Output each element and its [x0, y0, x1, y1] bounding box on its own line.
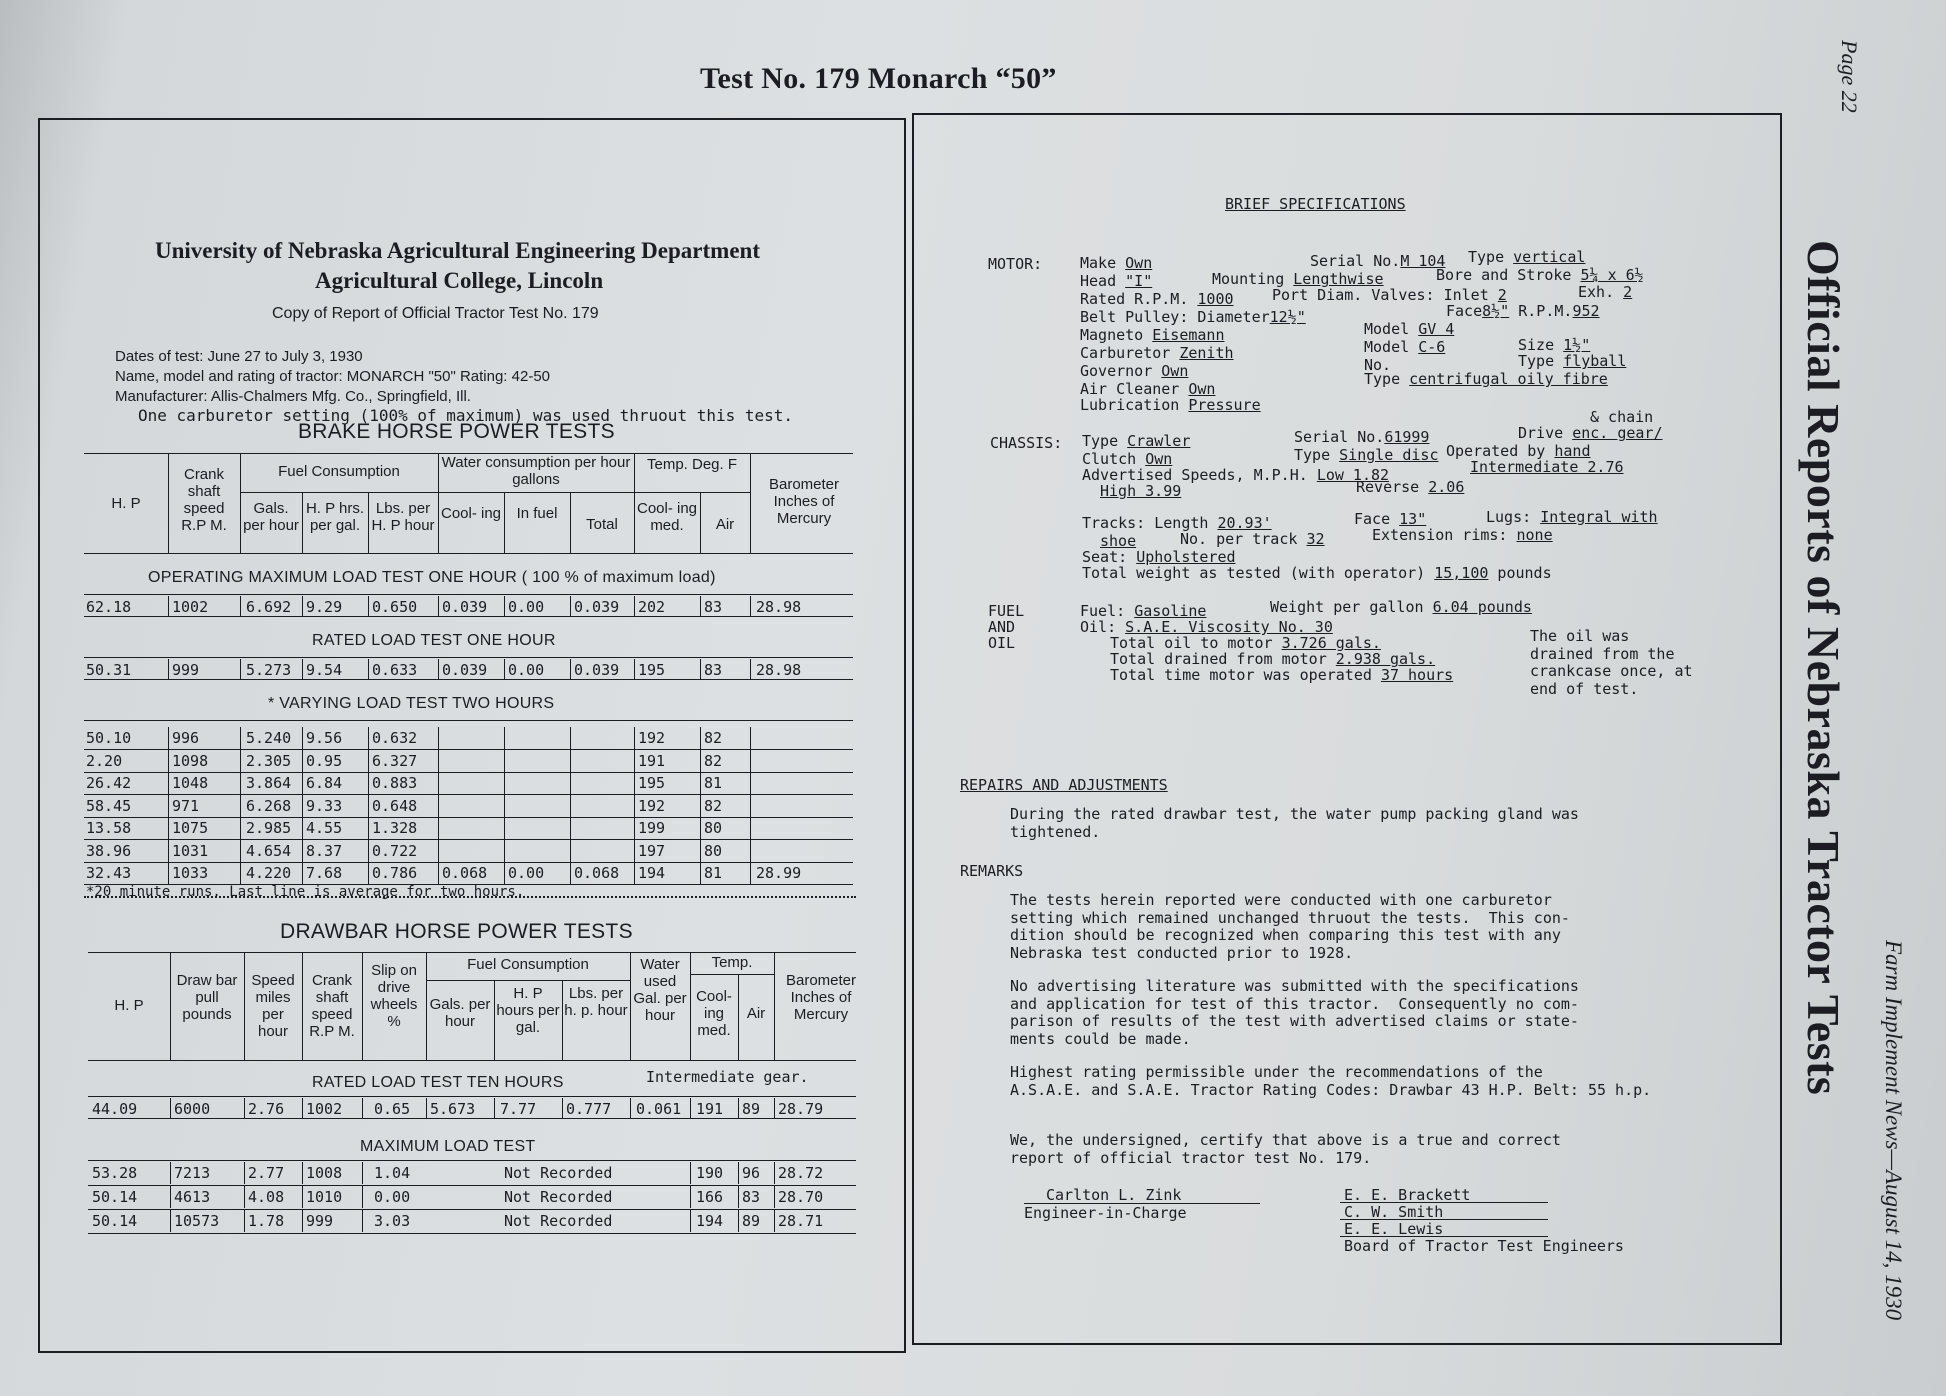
db-rated-cell-5: 5.673 — [430, 1100, 476, 1118]
magneto-label: Magneto — [1080, 326, 1144, 344]
head-value: "I" — [1125, 272, 1153, 290]
varying-row-6-cell-7: 0.068 — [574, 864, 620, 882]
db-rated-cell-4: 0.65 — [374, 1100, 411, 1118]
varying-load-title: * VARYING LOAD TEST TWO HOURS — [268, 695, 555, 712]
side-title: Official Reports of Nebraska Tractor Tests — [1798, 240, 1849, 1096]
manufacturer-line: Manufacturer: Allis-Chalmers Mfg. Co., Springfield, Ill. — [115, 388, 471, 405]
varying-row-1-cell-0: 2.20 — [86, 751, 123, 770]
total-drained-value: 2.938 gals. — [1335, 650, 1436, 668]
varying-row-1-cell-1: 1098 — [172, 751, 209, 770]
db-max-row-0-cell-4: 1.04 — [374, 1164, 411, 1182]
rated-cell-9: 83 — [704, 661, 723, 679]
bore-label: Bore and Stroke — [1436, 266, 1572, 284]
db-max-row-2-cell-6: 194 — [696, 1212, 724, 1230]
make-value: Own — [1125, 254, 1153, 272]
col-gals-per-hour: Gals. per hour — [243, 500, 299, 534]
op-cell-0: 62.18 — [86, 598, 132, 616]
varying-row-5-cell-8: 197 — [638, 841, 666, 860]
rated-cell-7: 0.039 — [574, 661, 620, 679]
per-track-value: 32 — [1306, 530, 1325, 548]
db-max-row-0-cell-3: 1008 — [306, 1164, 343, 1182]
carburetor-value: Zenith — [1179, 344, 1234, 362]
signature-2-title: Board of Tractor Test Engineers — [1344, 1237, 1624, 1255]
db-max-row-1-cell-3: 1010 — [306, 1188, 343, 1206]
total-oil-label: Total oil to motor — [1110, 634, 1273, 652]
college-heading: Agricultural College, Lincoln — [315, 268, 604, 293]
seat-value: Upholstered — [1136, 548, 1236, 566]
speed-low-value: Low 1.82 — [1316, 466, 1390, 484]
varying-row-0-cell-3: 9.56 — [306, 729, 343, 747]
port-diam-label: Port Diam. Valves: Inlet — [1272, 286, 1489, 304]
varying-row-2-cell-1: 1048 — [172, 774, 209, 792]
per-track-label: No. per track — [1180, 530, 1298, 548]
tracks-face-label: Face — [1354, 510, 1391, 528]
db-max-row-1-cell-6: 166 — [696, 1188, 724, 1206]
chassis-serial-value: 61999 — [1384, 428, 1430, 446]
carb-size-value: 1½" — [1563, 336, 1591, 354]
db-max-row-1-cell-7: 83 — [742, 1188, 761, 1206]
carb-model-value: C-6 — [1418, 338, 1446, 356]
db-rated-cell-0: 44.09 — [92, 1100, 138, 1118]
db-col-temp: Temp. — [711, 954, 753, 971]
db-max-row-0-cell-6: 190 — [696, 1164, 724, 1182]
db-max-title: MAXIMUM LOAD TEST — [360, 1138, 536, 1155]
magneto-value: Eisemann — [1152, 326, 1225, 344]
db-max-row-1-cell-4: 0.00 — [374, 1188, 411, 1206]
clutch-type-value: Single disc — [1339, 446, 1439, 464]
varying-row-4-cell-8: 199 — [638, 819, 666, 837]
magneto-model-label: Model — [1364, 320, 1410, 338]
motor-type-value: vertical — [1513, 248, 1586, 266]
varying-footnote: *20 minute runs. Last line is average for two hours. — [86, 884, 525, 900]
rated-load-title: RATED LOAD TEST ONE HOUR — [312, 632, 556, 649]
rated-rpm-label: Rated R.P.M. — [1080, 290, 1189, 308]
op-cell-2: 6.692 — [246, 598, 292, 616]
total-time-label: Total time motor was operated — [1110, 666, 1372, 684]
speed-intermediate-value: Intermediate 2.76 — [1470, 458, 1624, 476]
university-heading: University of Nebraska Agricultural Engineering Department — [155, 238, 760, 263]
varying-row-0-cell-8: 192 — [638, 729, 666, 747]
varying-row-5-cell-9: 80 — [704, 841, 723, 860]
col-temp-cooling: Cool- ing med. — [636, 500, 698, 534]
signature-2-name-1: E. E. Brackett — [1344, 1186, 1471, 1204]
db-col-pull: Draw bar pull pounds — [176, 972, 238, 1023]
lugs-shoe-value: shoe — [1100, 532, 1137, 550]
varying-row-1-cell-4: 6.327 — [372, 751, 418, 770]
varying-row-6-cell-1: 1033 — [172, 864, 209, 882]
extension-rims-label: Extension rims: — [1372, 526, 1508, 544]
serial-label: Serial No. — [1310, 252, 1401, 270]
oil-label: Oil: — [1080, 618, 1117, 636]
rated-cell-0: 50.31 — [86, 661, 132, 679]
varying-row-6-cell-2: 4.220 — [246, 864, 292, 882]
rated-cell-3: 9.54 — [306, 661, 343, 679]
side-footer: Farm Implement News—August 14, 1930 — [1881, 940, 1906, 1321]
total-weight-label: Total weight as tested (with operator) — [1082, 564, 1426, 582]
mounting-value: Lengthwise — [1293, 270, 1384, 288]
varying-row-2-cell-2: 3.864 — [246, 774, 292, 792]
carb-model-label: Model — [1364, 338, 1410, 356]
db-col-speed: Speed miles per hour — [251, 972, 295, 1040]
magneto-model-value: GV 4 — [1418, 320, 1455, 338]
rated-cell-2: 5.273 — [246, 661, 292, 679]
db-rated-cell-8: 0.061 — [636, 1100, 682, 1118]
db-rated-cell-11: 28.79 — [778, 1100, 824, 1118]
varying-row-0-cell-1: 996 — [172, 729, 200, 747]
varying-row-3-cell-9: 82 — [704, 796, 723, 815]
varying-row-3-cell-2: 6.268 — [246, 796, 292, 815]
make-label: Make — [1080, 254, 1117, 272]
rated-cell-5: 0.039 — [442, 661, 488, 679]
db-rated-title: RATED LOAD TEST TEN HOURS — [312, 1074, 564, 1091]
op-cell-9: 83 — [704, 598, 723, 616]
air-cleaner-value: Own — [1188, 380, 1216, 398]
db-rated-cell-10: 89 — [742, 1100, 761, 1118]
exh-label: Exh. — [1578, 283, 1615, 301]
operated-by-value: hand — [1554, 442, 1591, 460]
db-rated-gear: Intermediate gear. — [646, 1068, 809, 1086]
page-title: Test No. 179 Monarch “50” — [700, 62, 1057, 95]
varying-row-6-cell-3: 7.68 — [306, 864, 343, 882]
rated-cell-10: 28.98 — [756, 661, 802, 679]
col-barometer: Barometer Inches of Mercury — [768, 476, 840, 527]
db-max-row-2-cell-0: 50.14 — [92, 1212, 138, 1230]
varying-row-1-cell-8: 191 — [638, 751, 666, 770]
db-col-hp: H. P — [114, 997, 144, 1014]
col-fuel-consumption: Fuel Consumption — [278, 463, 400, 480]
motor-type-label: Type — [1468, 248, 1505, 266]
varying-row-2-cell-0: 26.42 — [86, 774, 132, 792]
col-temp: Temp. Deg. F — [646, 456, 738, 473]
varying-row-3-cell-4: 0.648 — [372, 796, 418, 815]
rated-cell-1: 999 — [172, 661, 200, 679]
fuel-type-value: Gasoline — [1134, 602, 1207, 620]
lugs-label: Lugs: — [1486, 508, 1532, 526]
governor-value: Own — [1161, 362, 1189, 380]
varying-row-6-cell-8: 194 — [638, 864, 666, 882]
exh-value: 2 — [1623, 283, 1633, 301]
varying-row-2-cell-4: 0.883 — [372, 774, 418, 792]
db-max-row-0-cell-8: 28.72 — [778, 1164, 824, 1182]
repairs-text: During the rated drawbar test, the water pump packing gland was tightened. — [1010, 805, 1579, 841]
air-cleaner-label: Air Cleaner — [1080, 380, 1180, 398]
signature-2-name-2: C. W. Smith — [1344, 1203, 1444, 1221]
copy-of-report-line: Copy of Report of Official Tractor Test No. 179 — [272, 305, 599, 322]
chassis-label: CHASSIS: — [990, 434, 1063, 452]
varying-row-4-cell-4: 1.328 — [372, 819, 418, 837]
op-cell-3: 9.29 — [306, 598, 343, 616]
governor-no-label: No. — [1364, 356, 1392, 374]
chassis-type-value: Crawler — [1127, 432, 1191, 450]
air-type-label: Type — [1364, 370, 1401, 388]
drive-label: Drive — [1518, 424, 1564, 442]
col-water-total: Total — [586, 516, 618, 533]
db-rated-cell-7: 0.777 — [566, 1100, 612, 1118]
col-temp-air: Air — [715, 516, 735, 533]
op-cell-6: 0.00 — [508, 598, 545, 616]
varying-row-4-cell-1: 1075 — [172, 819, 209, 837]
db-max-row-1-cell-5: Not Recorded — [504, 1188, 613, 1206]
lubrication-value: Pressure — [1188, 396, 1261, 414]
varying-row-2-cell-8: 195 — [638, 774, 666, 792]
db-max-row-2-cell-7: 89 — [742, 1212, 761, 1230]
serial-value: M 104 — [1400, 252, 1446, 270]
pulley-face-label: Face — [1446, 302, 1483, 320]
db-max-row-2-cell-5: Not Recorded — [504, 1212, 613, 1230]
bore-value: 5¼ x 6½ — [1580, 266, 1644, 284]
speed-high-value: High 3.99 — [1100, 482, 1182, 500]
db-col-slip: Slip on drive wheels % — [370, 962, 418, 1030]
varying-row-5-cell-1: 1031 — [172, 841, 209, 860]
fuel-label-3: OIL — [988, 634, 1016, 652]
op-cell-8: 202 — [638, 598, 666, 616]
remarks-para-2: No advertising literature was submitted with the specifications and application for test of this tractor. Consequently no com- parison of results of the test with advertised claims or state- ments could be made. — [1010, 977, 1579, 1048]
db-max-row-2-cell-4: 3.03 — [374, 1212, 411, 1230]
db-max-row-2-cell-3: 999 — [306, 1212, 334, 1230]
db-max-row-2-cell-2: 1.78 — [248, 1212, 285, 1230]
op-cell-7: 0.039 — [574, 598, 620, 616]
rated-cell-6: 0.00 — [508, 661, 545, 679]
lubrication-label: Lubrication — [1080, 396, 1180, 414]
pulley-rpm-label: R.P.M. — [1518, 302, 1573, 320]
db-max-row-2-cell-1: 10573 — [174, 1212, 220, 1230]
remarks-para-1: The tests herein reported were conducted with one carburetor setting which remained unchanged thruout the tests. This con- dition should be recognized when comparing this test with any Nebraska test conducted prior to 1928. — [1010, 891, 1570, 962]
varying-row-4-cell-9: 80 — [704, 819, 723, 837]
weight-per-gallon-value: 6.04 pounds — [1432, 598, 1532, 616]
drive-chain-value: & chain — [1590, 408, 1654, 426]
db-rated-cell-2: 2.76 — [248, 1100, 285, 1118]
varying-row-6-cell-10: 28.99 — [756, 864, 802, 882]
rated-cell-8: 195 — [638, 661, 666, 679]
reverse-value: 2.06 — [1428, 478, 1465, 496]
lugs-value: Integral with — [1540, 508, 1658, 526]
seat-label: Seat: — [1082, 548, 1128, 566]
governor-label: Governor — [1080, 362, 1153, 380]
db-col-temp-cooling: Cool- ing med. — [696, 988, 732, 1039]
col-lbs-per-hp-hour: Lbs. per H. P hour — [371, 500, 435, 534]
carburetor-label: Carburetor — [1080, 344, 1171, 362]
op-cell-10: 28.98 — [756, 598, 802, 616]
col-hp-hrs-per-gal: H. P hrs. per gal. — [305, 500, 365, 534]
varying-row-6-cell-9: 81 — [704, 864, 723, 882]
weight-unit: pounds — [1497, 564, 1552, 582]
db-max-row-2-cell-8: 28.71 — [778, 1212, 824, 1230]
drawbar-hp-title: DRAWBAR HORSE POWER TESTS — [280, 920, 633, 943]
varying-row-4-cell-0: 13.58 — [86, 819, 132, 837]
db-max-row-0-cell-2: 2.77 — [248, 1164, 285, 1182]
col-crank-speed: Crank shaft speed R.P M. — [181, 466, 227, 534]
db-max-row-0-cell-7: 96 — [742, 1164, 761, 1182]
db-max-row-1-cell-2: 4.08 — [248, 1188, 285, 1206]
head-label: Head — [1080, 272, 1117, 290]
tracks-length-label: Tracks: Length — [1082, 514, 1209, 532]
governor-type-value: flyball — [1563, 352, 1627, 370]
db-col-crank: Crank shaft speed R.P M. — [309, 972, 355, 1040]
fuel-label-1: FUEL — [988, 602, 1025, 620]
rated-rpm-value: 1000 — [1197, 290, 1234, 308]
db-col-lbs: Lbs. per h. p. hour — [564, 985, 628, 1019]
fuel-type-label: Fuel: — [1080, 602, 1126, 620]
db-max-row-1-cell-1: 4613 — [174, 1188, 211, 1206]
advertised-speeds-label: Advertised Speeds, M.P.H. — [1082, 466, 1308, 484]
oil-value: S.A.E. Viscosity No. 30 — [1125, 618, 1333, 636]
db-max-row-0-cell-5: Not Recorded — [504, 1164, 613, 1182]
varying-row-0-cell-4: 0.632 — [372, 729, 418, 747]
op-cell-4: 0.650 — [372, 598, 418, 616]
db-max-row-1-cell-8: 28.70 — [778, 1188, 824, 1206]
pulley-rpm-value: 952 — [1572, 302, 1600, 320]
db-col-gals: Gals. per hour — [429, 996, 491, 1030]
extension-rims-value: none — [1516, 526, 1553, 544]
inlet-value: 2 — [1497, 286, 1507, 304]
op-cell-1: 1002 — [172, 598, 209, 616]
remarks-title: REMARKS — [960, 862, 1024, 880]
clutch-type-label: Type — [1294, 446, 1331, 464]
dates-of-test: Dates of test: June 27 to July 3, 1930 — [115, 348, 363, 365]
varying-row-1-cell-2: 2.305 — [246, 751, 292, 770]
varying-row-5-cell-4: 0.722 — [372, 841, 418, 860]
varying-row-3-cell-0: 58.45 — [86, 796, 132, 815]
total-weight-value: 15,100 — [1434, 564, 1489, 582]
governor-type-label: Type — [1518, 352, 1555, 370]
reverse-label: Reverse — [1356, 478, 1420, 496]
total-drained-label: Total drained from motor — [1110, 650, 1327, 668]
varying-row-2-cell-9: 81 — [704, 774, 723, 792]
varying-row-6-cell-4: 0.786 — [372, 864, 418, 882]
operating-max-title: OPERATING MAXIMUM LOAD TEST ONE HOUR ( 100 % of maximum load) — [148, 569, 716, 586]
total-time-value: 37 hours — [1380, 666, 1454, 684]
col-hp: H. P — [111, 495, 141, 512]
db-col-water: Water used Gal. per hour — [633, 956, 687, 1024]
repairs-title: REPAIRS AND ADJUSTMENTS — [960, 776, 1168, 794]
tracks-length-value: 20.93' — [1217, 514, 1272, 532]
belt-pulley-label: Belt Pulley: Diameter — [1080, 308, 1270, 326]
oil-drain-note: The oil was drained from the crankcase once, at end of test. — [1530, 627, 1693, 698]
varying-row-3-cell-3: 9.33 — [306, 796, 343, 815]
carb-size-label: Size — [1518, 336, 1555, 354]
db-col-fuel: Fuel Consumption — [467, 956, 589, 973]
total-oil-value: 3.726 gals. — [1281, 634, 1381, 652]
carburetor-note: One carburetor setting (100% of maximum) was used thruout this test. — [138, 406, 794, 425]
col-water-consumption: Water consumption per hour gallons — [441, 454, 631, 488]
signature-1-name: Carlton L. Zink — [1046, 1186, 1182, 1204]
varying-row-6-cell-6: 0.00 — [508, 864, 545, 882]
clutch-label: Clutch — [1082, 450, 1137, 468]
signature-1-title: Engineer-in-Charge — [1024, 1204, 1187, 1222]
rated-cell-4: 0.633 — [372, 661, 418, 679]
motor-label: MOTOR: — [988, 255, 1043, 273]
db-rated-cell-3: 1002 — [306, 1100, 343, 1118]
varying-row-4-cell-2: 2.985 — [246, 819, 292, 837]
col-water-in-fuel: In fuel — [516, 505, 558, 522]
varying-row-5-cell-3: 8.37 — [306, 841, 343, 860]
varying-row-5-cell-0: 38.96 — [86, 841, 132, 860]
chassis-type-label: Type — [1082, 432, 1119, 450]
mounting-label: Mounting — [1212, 270, 1285, 288]
varying-row-5-cell-2: 4.654 — [246, 841, 292, 860]
remarks-para-3: Highest rating permissible under the recommendations of the A.S.A.E. and S.A.E. Tractor Rating Codes: Drawbar 43 H.P. Belt: 55 h.p. — [1010, 1063, 1652, 1099]
varying-row-3-cell-1: 971 — [172, 796, 200, 815]
varying-row-3-cell-8: 192 — [638, 796, 666, 815]
varying-row-0-cell-9: 82 — [704, 729, 723, 747]
col-water-cooling: Cool- ing — [440, 505, 502, 522]
tracks-face-value: 13" — [1399, 510, 1427, 528]
varying-row-0-cell-2: 5.240 — [246, 729, 292, 747]
page-number: Page 22 — [1837, 40, 1862, 113]
signature-2-name-3: E. E. Lewis — [1344, 1220, 1444, 1238]
varying-row-6-cell-5: 0.068 — [442, 864, 488, 882]
weight-per-gallon-label: Weight per gallon — [1270, 598, 1424, 616]
varying-row-2-cell-3: 6.84 — [306, 774, 343, 792]
varying-row-6-cell-0: 32.43 — [86, 864, 132, 882]
varying-row-1-cell-9: 82 — [704, 751, 723, 770]
brief-specs-title: BRIEF SPECIFICATIONS — [1225, 195, 1406, 213]
varying-row-1-cell-3: 0.95 — [306, 751, 343, 770]
varying-row-0-cell-0: 50.10 — [86, 729, 132, 747]
clutch-value: Own — [1145, 450, 1173, 468]
db-col-temp-air: Air — [746, 1005, 766, 1022]
op-cell-5: 0.039 — [442, 598, 488, 616]
pulley-diam-value: 12½" — [1269, 308, 1306, 326]
db-rated-cell-9: 191 — [696, 1100, 724, 1118]
db-rated-cell-6: 7.77 — [500, 1100, 537, 1118]
db-max-row-0-cell-1: 7213 — [174, 1164, 211, 1182]
operated-by-label: Operated by — [1446, 442, 1546, 460]
pulley-face-value: 8½" — [1482, 302, 1510, 320]
db-max-row-0-cell-0: 53.28 — [92, 1164, 138, 1182]
tractor-name-rating: Name, model and rating of tractor: MONARCH "50" Rating: 42-50 — [115, 368, 550, 385]
db-col-barometer: Barometer Inches of Mercury — [785, 972, 857, 1023]
db-col-hphrs: H. P hours per gal. — [496, 985, 560, 1036]
fuel-label-2: AND — [988, 618, 1016, 636]
air-type-value: centrifugal oily fibre — [1409, 370, 1608, 388]
drive-value: enc. gear/ — [1572, 424, 1663, 442]
brake-hp-title: BRAKE HORSE POWER TESTS — [298, 420, 615, 443]
varying-row-4-cell-3: 4.55 — [306, 819, 343, 837]
db-rated-cell-1: 6000 — [174, 1100, 211, 1118]
certify-text: We, the undersigned, certify that above is a true and correct report of official tractor test No. 179. — [1010, 1131, 1561, 1167]
db-max-row-1-cell-0: 50.14 — [92, 1188, 138, 1206]
chassis-serial-label: Serial No. — [1294, 428, 1385, 446]
